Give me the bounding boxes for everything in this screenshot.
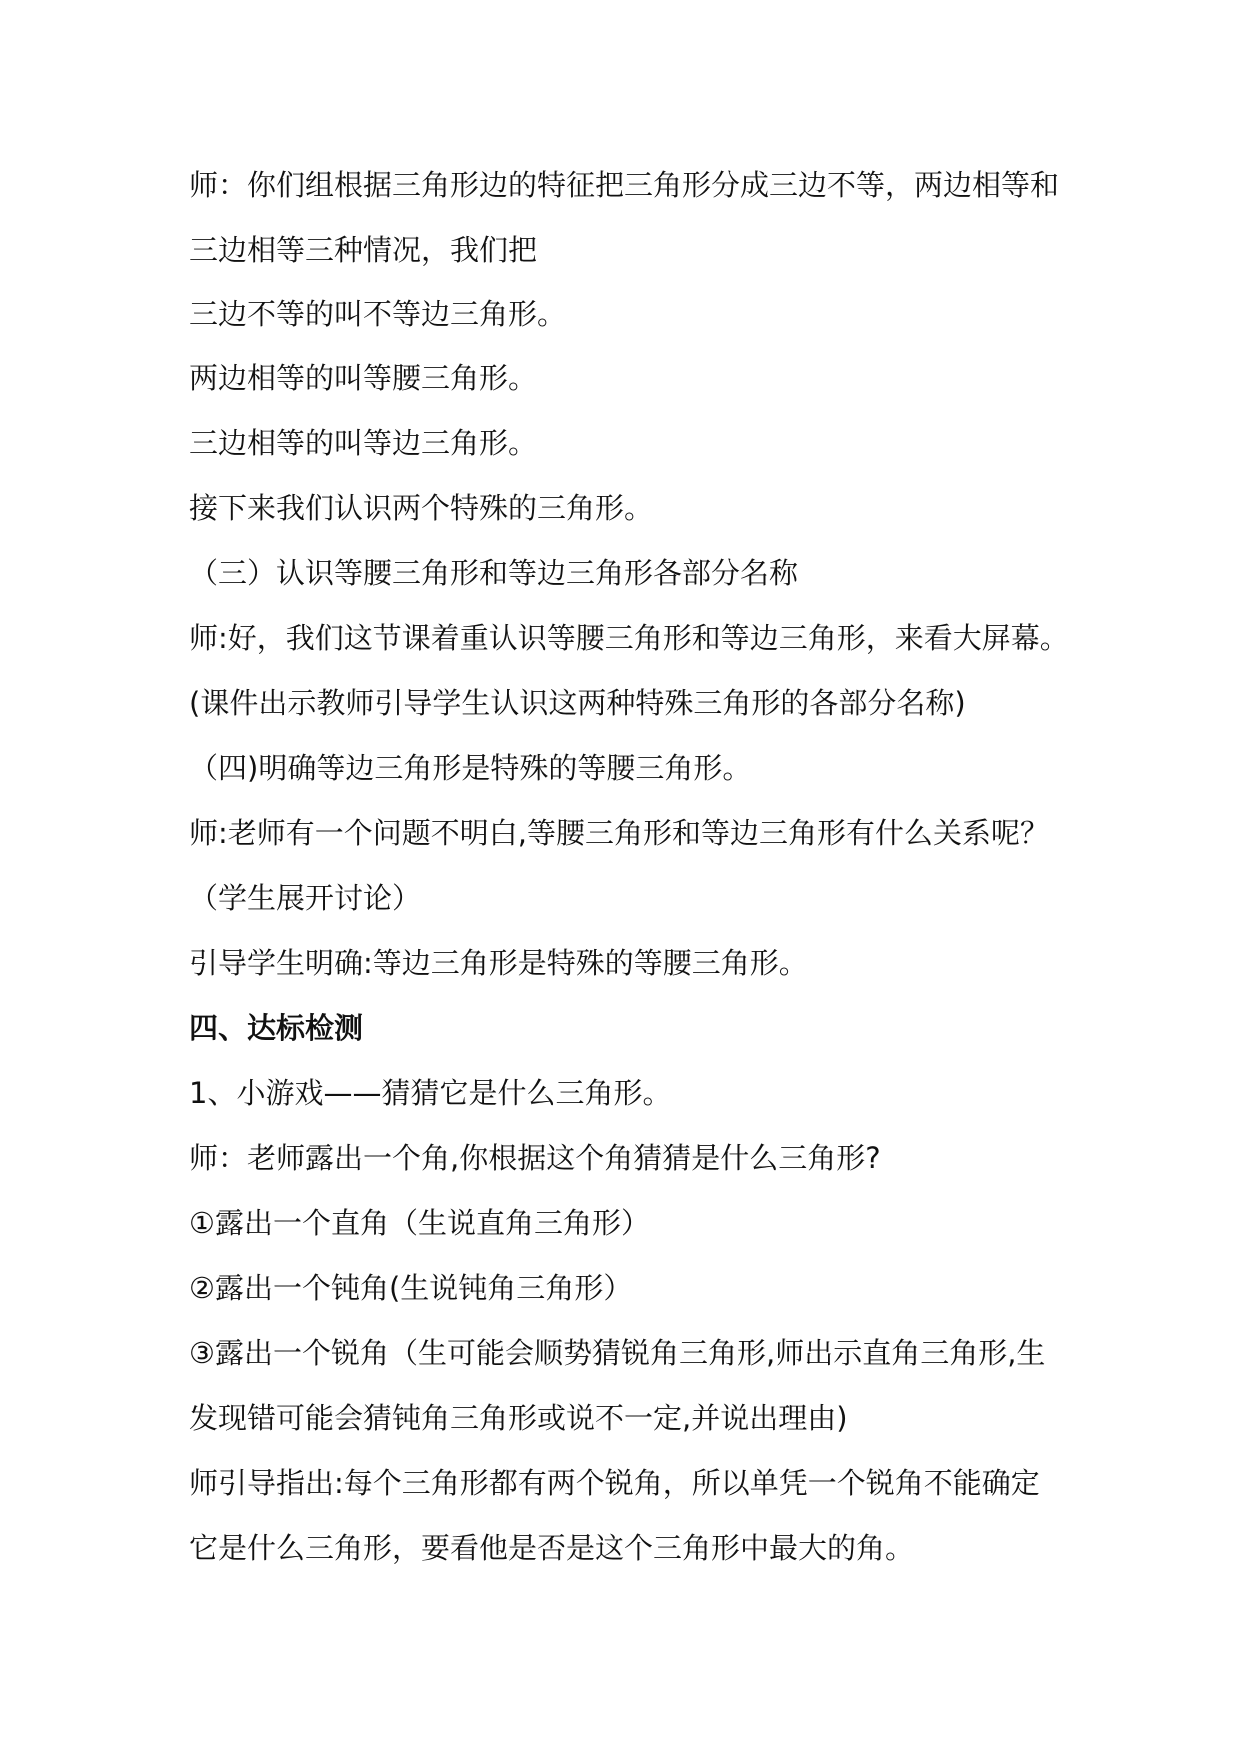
- list-item: ①露出一个直角（生说直角三角形）: [189, 1206, 650, 1240]
- section-subtitle: （四)明确等边三角形是特殊的等腰三角形。: [189, 751, 752, 785]
- paragraph-line: 三边不等的叫不等边三角形。: [189, 297, 567, 331]
- paragraph-line: 师：你们组根据三角形边的特征把三角形分成三边不等，两边相等和: [189, 168, 1060, 202]
- paragraph-line: (课件出示教师引导学生认识这两种特殊三角形的各部分名称): [189, 686, 966, 720]
- section-subtitle: （三）认识等腰三角形和等边三角形各部分名称: [189, 556, 799, 590]
- paragraph-line: 三边相等三种情况，我们把: [189, 233, 538, 267]
- paragraph-line: 师引导指出:每个三角形都有两个锐角，所以单凭一个锐角不能确定: [189, 1466, 1040, 1500]
- paragraph-line: 两边相等的叫等腰三角形。: [189, 361, 538, 395]
- paragraph-line: 1、小游戏——猜猜它是什么三角形。: [189, 1076, 672, 1110]
- section-heading: 四、达标检测: [189, 1011, 364, 1045]
- paragraph-line: （学生展开讨论）: [189, 881, 422, 915]
- paragraph-line: 师:老师有一个问题不明白,等腰三角形和等边三角形有什么关系呢？: [189, 816, 1049, 850]
- paragraph-line: 接下来我们认识两个特殊的三角形。: [189, 491, 654, 525]
- list-item: ③露出一个锐角（生可能会顺势猜锐角三角形,师出示直角三角形,生: [189, 1336, 1046, 1370]
- paragraph-line: 它是什么三角形，要看他是否是这个三角形中最大的角。: [189, 1531, 915, 1565]
- paragraph-line: 三边相等的叫等边三角形。: [189, 426, 538, 460]
- paragraph-line: 引导学生明确:等边三角形是特殊的等腰三角形。: [189, 946, 808, 980]
- list-item: ②露出一个钝角(生说钝角三角形）: [189, 1271, 633, 1305]
- paragraph-line: 师：老师露出一个角,你根据这个角猜猜是什么三角形?: [189, 1141, 881, 1175]
- paragraph-line: 发现错可能会猜钝角三角形或说不一定,并说出理由): [189, 1401, 848, 1435]
- paragraph-line: 师:好，我们这节课着重认识等腰三角形和等边三角形，来看大屏幕。: [189, 621, 1069, 655]
